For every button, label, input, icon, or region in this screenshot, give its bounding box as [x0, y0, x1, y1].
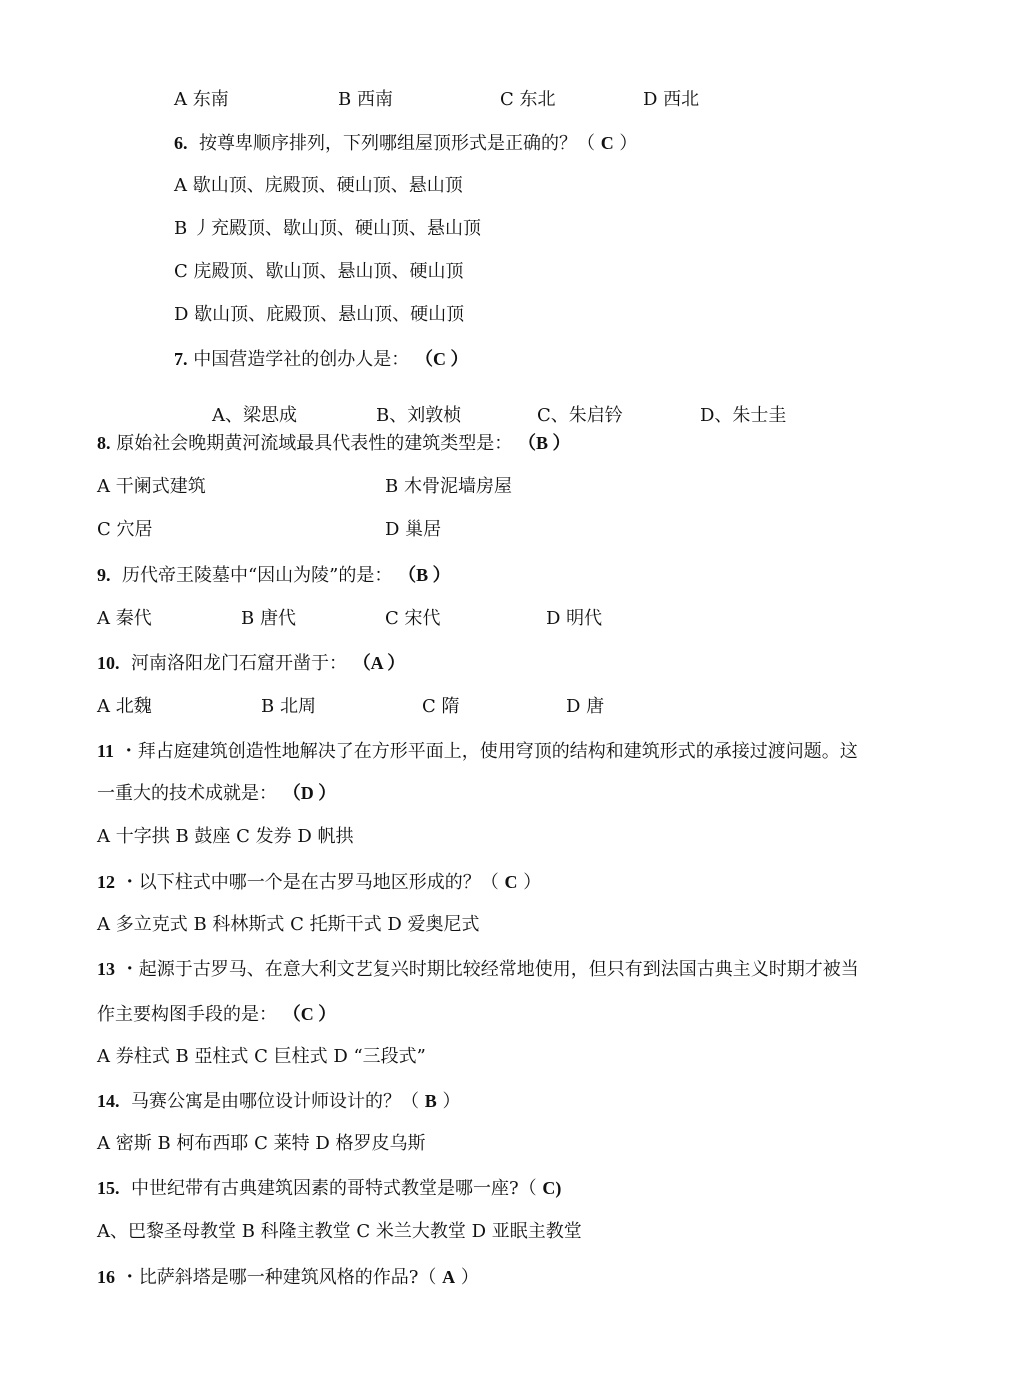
- q7-option-b: B、刘敦桢: [376, 405, 462, 426]
- q10-question: [97, 651, 405, 676]
- q13-answer: （C ）: [282, 1004, 337, 1024]
- q10-number: 10.: [97, 653, 120, 673]
- q9-option-b: B 唐代: [241, 608, 296, 629]
- q14-number: 14.: [97, 1091, 120, 1111]
- q7-option-c: C、朱启钤: [537, 405, 623, 426]
- q9-question: [97, 563, 451, 588]
- q12-text: ・以下柱式中哪一个是在古罗马地区形成的？（: [120, 872, 499, 893]
- q7-number: 7.: [174, 349, 188, 369]
- q11-options: A 十字拱 B 鼓座 C 发券 D 帆拱: [97, 826, 354, 847]
- q13-text-line2: 作主要构图手段的是：: [97, 1004, 277, 1025]
- q13-text-line1: ・起源于古罗马、在意大利文艺复兴时期比较经常地使用，但只有到法国古典主义时期才被当: [120, 959, 859, 980]
- q12-close: ）: [523, 872, 542, 893]
- q9-answer: （B ）: [398, 565, 451, 585]
- q16-close: ）: [460, 1267, 479, 1288]
- q15-question: [97, 1176, 561, 1201]
- q10-option-a: A 北魏: [97, 696, 152, 717]
- q13-number: 13: [97, 959, 115, 979]
- q6-text: 按尊卑顺序排列，下列哪组屋顶形式是正确的？（: [198, 133, 595, 154]
- q8-text: 原始社会晚期黄河流域最具代表性的建筑类型是：: [116, 433, 513, 454]
- q11-number: 11: [97, 741, 115, 761]
- q10-option-d: D 唐: [566, 696, 605, 717]
- q10-option-c: C 隋: [422, 696, 460, 717]
- q15-options: A、巴黎圣母教堂 B 科隆主教堂 C 米兰大教堂 D 亚眠主教堂: [97, 1221, 582, 1242]
- q9-option-c: C 宋代: [385, 608, 441, 629]
- q8-number: 8.: [97, 433, 111, 453]
- q7-option-a: A、梁思成: [212, 405, 297, 426]
- q13-question-line2: [97, 1002, 336, 1027]
- q16-answer: A: [442, 1267, 456, 1287]
- q11-text-line1: ・拜占庭建筑创造性地解决了在方形平面上，使用穹顶的结构和建筑形式的承接过渡问题。这: [119, 741, 858, 762]
- q11-answer: （D ）: [282, 783, 337, 803]
- q12-options: A 多立克式 B 科林斯式 C 托斯干式 D 爱奥尼式: [97, 914, 480, 935]
- q8-option-a: A 干阑式建筑: [97, 476, 206, 497]
- q14-question: [97, 1089, 460, 1114]
- q16-question: [97, 1265, 479, 1290]
- q11-question-line1: [97, 739, 858, 764]
- q13-question-line1: [97, 957, 859, 982]
- q6-option-d: D 歇山顶、庇殿顶、悬山顶、硬山顶: [174, 304, 465, 325]
- q6-answer: C: [600, 133, 614, 153]
- q8-option-b: B 木骨泥墙房屋: [385, 476, 512, 497]
- q9-option-d: D 明代: [546, 608, 603, 629]
- q5-option-d: D 西北: [643, 89, 700, 110]
- q8-option-d: D 巢居: [385, 519, 442, 540]
- q10-text: 河南洛阳龙门石窟开凿于：: [130, 653, 347, 674]
- q6-option-b: B 丿充殿顶、歇山顶、硬山顶、悬山顶: [174, 218, 481, 239]
- q7-answer: （C ）: [414, 349, 469, 369]
- q9-number: 9.: [97, 565, 111, 585]
- q5-option-c: C 东北: [500, 89, 556, 110]
- q11-question-line2: [97, 781, 336, 806]
- q15-text: 中世纪带有古典建筑因素的哥特式教堂是哪一座?（: [130, 1178, 537, 1199]
- q16-text: ・比萨斜塔是哪一种建筑风格的作品?（: [120, 1267, 437, 1288]
- q6-number: 6.: [174, 133, 188, 153]
- q6-option-a: A 歇山顶、庑殿顶、硬山顶、悬山顶: [174, 175, 463, 196]
- q12-number: 12: [97, 872, 115, 892]
- q5-option-a: A 东南: [174, 89, 229, 110]
- q6-close: ）: [619, 133, 638, 154]
- q12-question: [97, 870, 541, 895]
- q15-answer: C): [542, 1178, 562, 1198]
- q14-answer: B: [424, 1091, 437, 1111]
- q10-option-b: B 北周: [261, 696, 316, 717]
- q9-text: 历代帝王陵墓中“因山为陵”的是：: [121, 565, 393, 586]
- q16-number: 16: [97, 1267, 115, 1287]
- q14-close: ）: [442, 1091, 461, 1112]
- q8-question: [97, 431, 570, 456]
- q10-answer: （A ）: [352, 653, 406, 673]
- q13-options: A 券柱式 B 亞柱式 C 巨柱式 D “三段式”: [97, 1046, 426, 1067]
- q6-option-c: C 庑殿顶、歇山顶、悬山顶、硬山顶: [174, 261, 464, 282]
- q6-question: [174, 131, 637, 156]
- q9-option-a: A 秦代: [97, 608, 152, 629]
- q5-option-b: B 西南: [338, 89, 393, 110]
- q8-answer: （B ）: [517, 433, 571, 453]
- q7-question: [174, 347, 468, 372]
- q14-text: 马赛公寓是由哪位设计师设计的？（: [130, 1091, 419, 1112]
- q7-option-d: D、朱士圭: [700, 405, 787, 426]
- q8-option-c: C 穴居: [97, 519, 153, 540]
- q7-text: 中国营造学社的创办人是：: [193, 349, 410, 370]
- q15-number: 15.: [97, 1178, 120, 1198]
- q14-options: A 密斯 B 柯布西耶 C 莱特 D 格罗皮乌斯: [97, 1133, 426, 1154]
- q11-text-line2: 一重大的技术成就是：: [97, 783, 277, 804]
- q12-answer: C: [504, 872, 518, 892]
